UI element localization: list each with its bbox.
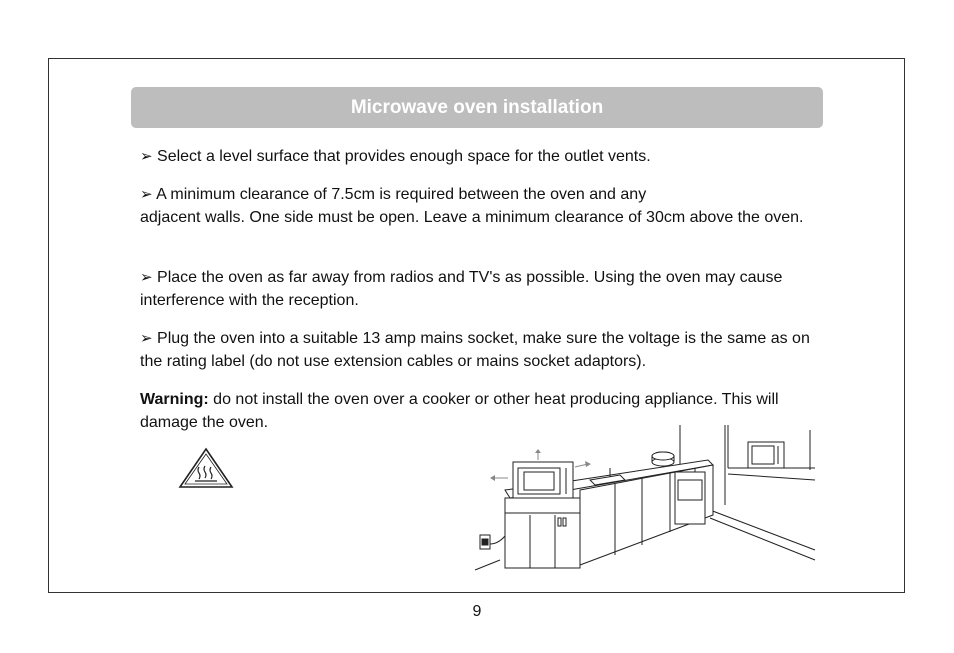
- warning-label: Warning:: [140, 391, 209, 408]
- warning-text: do not install the oven over a cooker or other heat producing appliance. This will damage the oven.: [140, 391, 779, 431]
- instruction-text-rest: adjacent walls. One side must be open. Leave a minimum clearance of 30cm above the oven.: [140, 209, 804, 226]
- bullet-arrow-icon: ➢: [140, 268, 153, 286]
- hot-surface-warning-icon: [178, 446, 234, 490]
- instruction-clearance: [140, 183, 820, 229]
- page-number: 9: [472, 603, 482, 620]
- kitchen-installation-illustration: [470, 420, 820, 575]
- instruction-text: Select a level surface that provides enough space for the outlet vents.: [157, 148, 651, 165]
- instruction-text: Place the oven as far away from radios and TV's as possible. Using the oven may cause interference with the reception.: [140, 269, 783, 309]
- instruction-text: Plug the oven into a suitable 13 amp mains socket, make sure the voltage is the same as on the rating label (do not use extension cables or mains socket adaptors).: [140, 330, 810, 370]
- instruction-text-line1: A minimum clearance of 7.5cm is required between the oven and any: [156, 186, 647, 203]
- bullet-arrow-icon: ➢: [140, 329, 153, 347]
- bullet-arrow-icon: ➢: [140, 147, 153, 165]
- instruction-socket: [140, 327, 820, 373]
- instruction-level-surface: [140, 145, 820, 168]
- section-title: Microwave oven installation: [350, 96, 604, 118]
- instruction-interference: [140, 266, 820, 312]
- bullet-arrow-icon: ➢: [140, 185, 153, 203]
- section-header: [131, 87, 823, 128]
